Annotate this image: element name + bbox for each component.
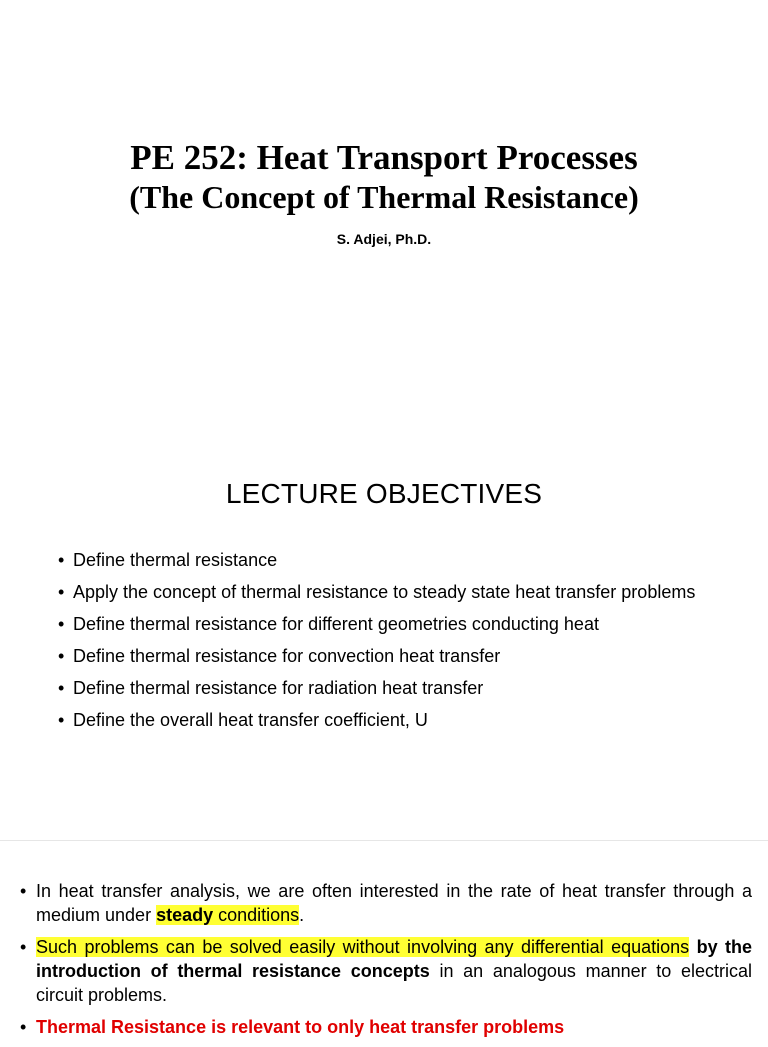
- bold-text: by the introduction of thermal resistance concepts: [36, 937, 752, 981]
- list-item: • Define thermal resistance: [58, 548, 738, 572]
- bullet-text: .: [299, 905, 305, 925]
- bold-text: steady: [156, 905, 214, 925]
- list-item: [20, 935, 752, 1007]
- page-title: PE 252: Heat Transport Processes: [130, 138, 638, 177]
- list-item: • Apply the concept of thermal resistance to steady state heat transfer problems: [58, 580, 738, 604]
- highlighted-text: [156, 905, 299, 925]
- list-item: • Define thermal resistance for radiation heat transfer: [58, 676, 738, 700]
- content-list: [20, 879, 752, 1047]
- objectives-list: [58, 548, 738, 740]
- list-item: [20, 1015, 752, 1039]
- bullet-text: in an analogous manner to electrical circuit problems.: [36, 961, 753, 1005]
- bullet-text: [689, 937, 696, 957]
- bullet-text: conditions: [213, 905, 300, 925]
- emphasis-text: Thermal Resistance is relevant to only heat transfer problems: [36, 1017, 565, 1037]
- page-subtitle: (The Concept of Thermal Resistance): [129, 179, 639, 215]
- author-name: S. Adjei, Ph.D.: [336, 231, 432, 247]
- list-item: • Define thermal resistance for convection heat transfer: [58, 644, 738, 668]
- list-item: • Define the overall heat transfer coefficient, U: [58, 708, 738, 732]
- objectives-heading: LECTURE OBJECTIVES: [225, 478, 543, 509]
- objectives-slide: [0, 420, 768, 840]
- list-item: • Define thermal resistance for different geometries conducting heat: [58, 612, 738, 636]
- highlighted-text: Such problems can be solved easily without involving any differential equations: [36, 937, 690, 957]
- bullet-text: In heat transfer analysis, we are often interested in the rate of heat transfer through a medium under: [36, 881, 752, 925]
- title-slide: [0, 0, 768, 420]
- content-slide: [0, 840, 768, 1037]
- list-item: [20, 879, 752, 927]
